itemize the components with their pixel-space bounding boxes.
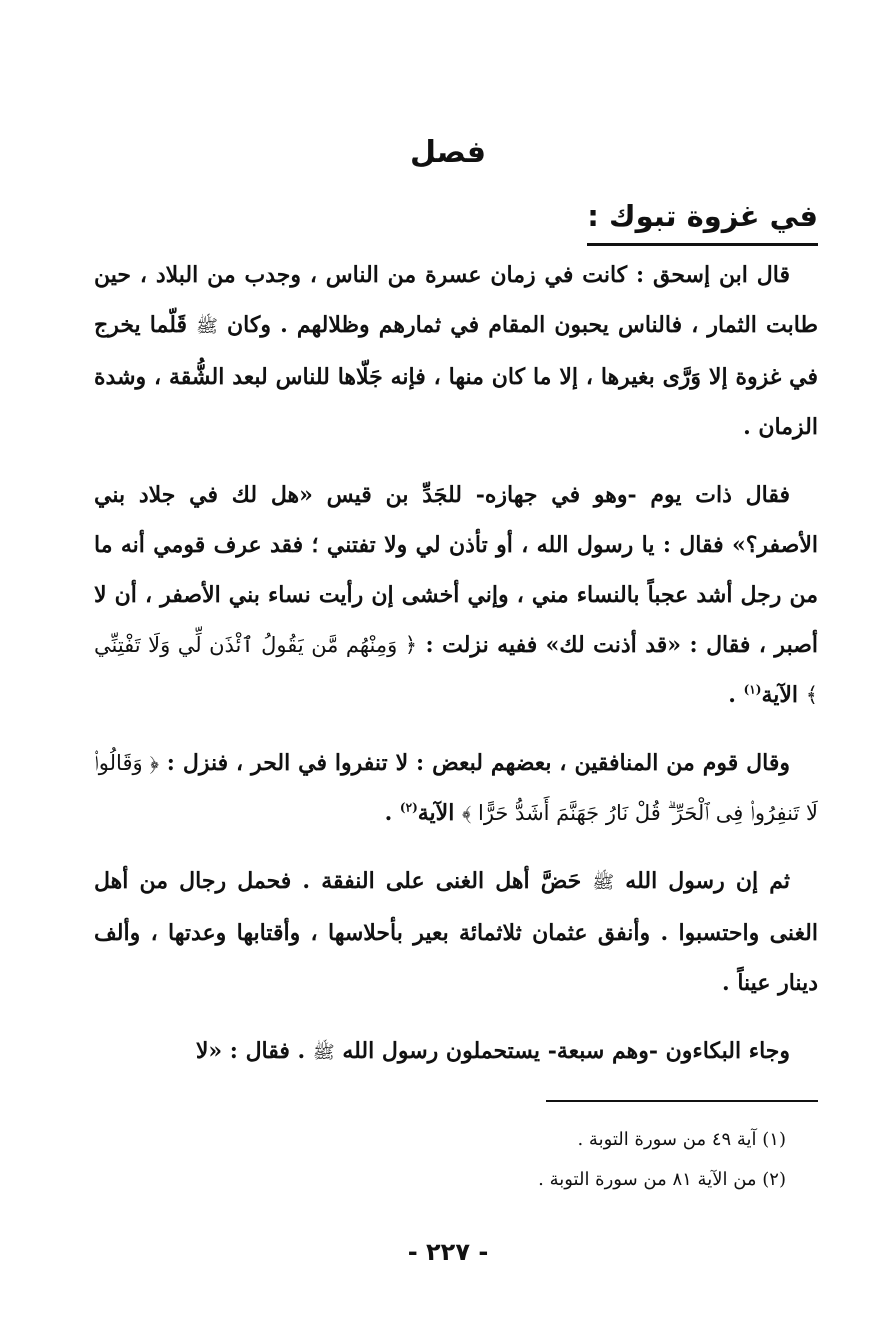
footnote-ref-2: (٢) (399, 800, 418, 815)
footnotes (86, 1120, 786, 1200)
quran-verse: ﴿ وَمِنْهُم مَّن يَقُولُ ٱئْذَن لِّي وَلَا تَفْتِنِّي ﴾ (94, 633, 818, 707)
paragraph-5-text-b: . فقال : «لا (195, 1038, 306, 1064)
paragraph-4-text-a: ثم إن رسول الله (625, 868, 790, 894)
quran-verse: ﴿ وَقَالُوا۟ لَا تَنفِرُوا۟ فِى ٱلْحَرِّ ۗ قُلْ نَارُ جَهَنَّمَ أَشَدُّ حَرًّا ﴾ (94, 751, 818, 825)
salutation-glyph: ﷺ (196, 316, 218, 337)
paragraph-3 (94, 738, 818, 838)
footnote-ref-1: (١) (743, 682, 762, 697)
chapter-title: فصل (410, 135, 486, 170)
footnote-divider (546, 1100, 818, 1102)
paragraph-1-text-b: قَلّما يخرج في غزوة إلا وَرَّى بغيرها ، إلا ما كان منها ، فإنه جَلّاها للناس لبعد الشُّقة ، وشدة الزمان . (94, 312, 818, 440)
paragraph-2-end: . (728, 682, 744, 708)
footnote-1: (١) آية ٤٩ من سورة التوبة . (577, 1129, 786, 1150)
paragraph-4 (94, 856, 818, 1008)
paragraph-2 (94, 470, 818, 720)
paragraph-1 (94, 250, 818, 452)
paragraph-5 (94, 1026, 818, 1078)
body-text (94, 250, 818, 1096)
salutation-glyph: ﷺ (312, 1042, 335, 1063)
section-heading: في غزوة تبوك : (587, 190, 818, 246)
paragraph-3-end: . (384, 800, 400, 826)
paragraph-4-text-b: حَضَّ أهل الغنى على النفقة . فحمل رجال من أهل الغنى واحتسبوا . وأنفق عثمان ثلاثمائة بعير بأحلاسها ، وأقتابها وعدتها ، وألف دينار عيناً . (94, 868, 818, 996)
page-number: - ٢٢٧ - (407, 1238, 489, 1266)
paragraph-5-text-a: وجاء البكاءون -وهم سبعة- يستحملون رسول الله (342, 1038, 790, 1064)
salutation-glyph: ﷺ (592, 872, 615, 893)
paragraph-3-text-b: الآية (417, 800, 455, 826)
paragraph-2-text-a: فقال ذات يوم -وهو في جهازه- للجَدِّ بن قيس «هل لك في جلاد بني الأصفر؟» فقال : يا رسول الله ، أو تأذن لي ولا تفتني ؛ فقد عرف قومي أنه ما من رجل أشد عجباً بالنساء مني ، وإني أخشى إن رأيت نساء بني الأصفر ، أن لا أصبر ، فقال : «قد أذنت لك» ففيه نزلت : (94, 482, 818, 658)
paragraph-3-text-a: وقال قوم من المنافقين ، بعضهم لبعض : لا تنفروا في الحر ، فنزل : (166, 750, 790, 776)
paragraph-1-text-a: قال ابن إسحق : كانت في زمان عسرة من الناس ، وجدب من البلاد ، حين طابت الثمار ، فالناس يحبون المقام في ثمارهم وظلالهم . وكان (94, 262, 818, 338)
paragraph-2-text-b: الآية (761, 682, 799, 708)
footnote-2: (٢) من الآية ٨١ من سورة التوبة . (538, 1169, 786, 1190)
